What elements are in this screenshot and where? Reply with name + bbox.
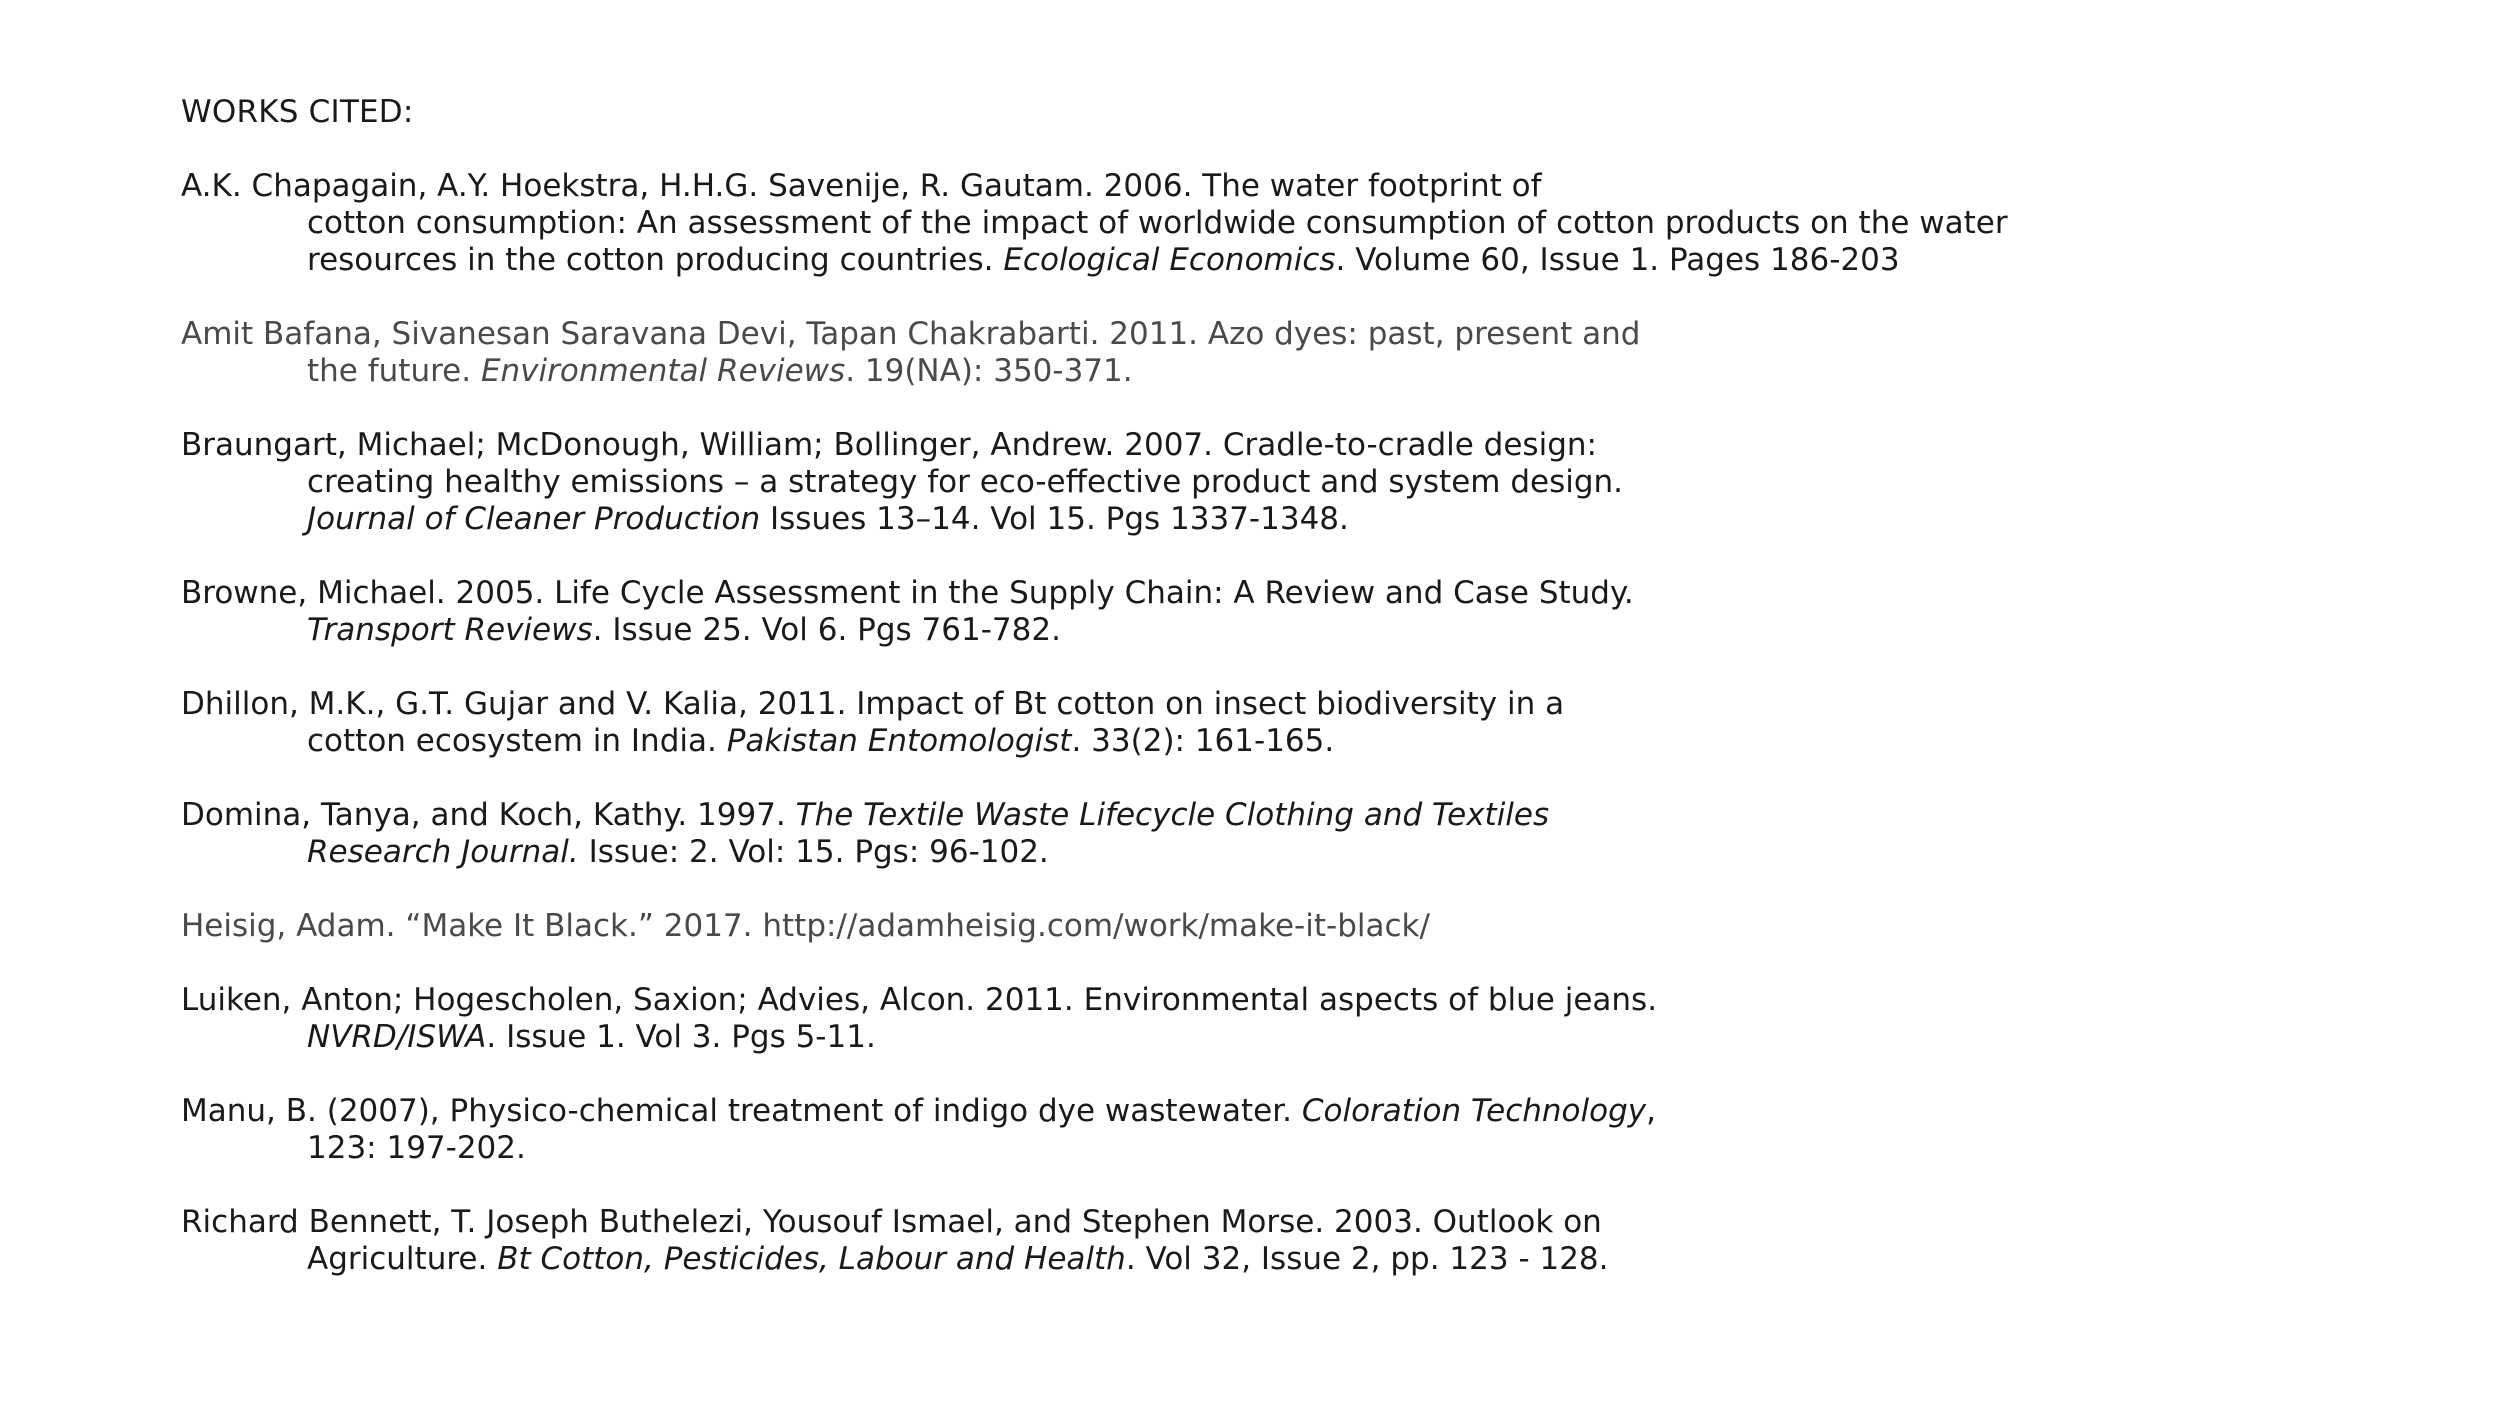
citation-line xyxy=(181,612,2381,649)
citation-text: Manu, B. (2007), Physico-chemical treatment of indigo dye wastewater. xyxy=(181,1093,1302,1129)
citation-line: Braungart, Michael; McDonough, William; Bollinger, Andrew. 2007. Cradle-to-cradle design: xyxy=(181,427,1597,463)
citation-line: Browne, Michael. 2005. Life Cycle Assessment in the Supply Chain: A Review and Case Study. xyxy=(181,575,1634,611)
citation-bennett xyxy=(181,1204,2381,1278)
citation-text: . Issue 25. Vol 6. Pgs 761-782. xyxy=(592,612,1061,648)
citation-text: Agriculture. xyxy=(307,1241,498,1277)
citation-text: . 33(2): 161-165. xyxy=(1071,723,1335,759)
journal-title: Research Journal. xyxy=(307,834,579,870)
citation-line: Richard Bennett, T. Joseph Buthelezi, Yousouf Ismael, and Stephen Morse. 2003. Outlook on xyxy=(181,1204,1602,1240)
citation-line: A.K. Chapagain, A.Y. Hoekstra, H.H.G. Savenije, R. Gautam. 2006. The water footprint of xyxy=(181,168,1542,204)
citation-line: Heisig, Adam. “Make It Black.” 2017. http://adamheisig.com/work/make-it-black/ xyxy=(181,908,1430,944)
citation-text: . Issue 1. Vol 3. Pgs 5-11. xyxy=(486,1019,876,1055)
citation-line xyxy=(181,1019,2381,1056)
works-cited-section xyxy=(181,94,2381,1315)
citation-line: cotton consumption: An assessment of the impact of worldwide consumption of cotton products on the water xyxy=(307,205,2008,241)
citation-text: . Vol 32, Issue 2, pp. 123 - 128. xyxy=(1125,1241,1609,1277)
citation-line xyxy=(181,723,2381,760)
journal-title: Ecological Economics xyxy=(1003,242,1336,278)
citation-braungart xyxy=(181,427,2381,538)
citation-manu xyxy=(181,1093,2381,1167)
citation-line: creating healthy emissions – a strategy for eco-effective product and system design. xyxy=(307,464,1624,500)
citation-text: . Volume 60, Issue 1. Pages 186-203 xyxy=(1335,242,1900,278)
page-title: WORKS CITED: xyxy=(181,94,414,130)
journal-title: Coloration Technology xyxy=(1301,1093,1647,1129)
citation-line xyxy=(181,834,2381,871)
journal-title: The Textile Waste Lifecycle Clothing and Textiles xyxy=(795,797,1550,833)
citation-text: Issue: 2. Vol: 15. Pgs: 96-102. xyxy=(578,834,1049,870)
citation-line xyxy=(181,242,2381,279)
citation-luiken xyxy=(181,982,2381,1056)
citation-line: Luiken, Anton; Hogescholen, Saxion; Advies, Alcon. 2011. Environmental aspects of blue jeans. xyxy=(181,982,1658,1018)
citation-domina xyxy=(181,797,2381,871)
citation-line xyxy=(181,1241,2381,1278)
citation-text: cotton ecosystem in India. xyxy=(307,723,727,759)
citation-line xyxy=(181,1093,2381,1130)
journal-title: Transport Reviews xyxy=(307,612,593,648)
citation-heisig xyxy=(181,908,2381,945)
citation-line: Dhillon, M.K., G.T. Gujar and V. Kalia, 2011. Impact of Bt cotton on insect biodiversity in a xyxy=(181,686,1565,722)
citation-text: . 19(NA): 350-371. xyxy=(845,353,1133,389)
citation-text: resources in the cotton producing countries. xyxy=(307,242,1004,278)
citation-line: 123: 197-202. xyxy=(307,1130,526,1166)
citation-chapagain xyxy=(181,168,2381,279)
citation-bafana xyxy=(181,316,2381,390)
citation-text: Issues 13–14. Vol 15. Pgs 1337-1348. xyxy=(760,501,1349,537)
citation-text: Domina, Tanya, and Koch, Kathy. 1997. xyxy=(181,797,796,833)
citation-line: Amit Bafana, Sivanesan Saravana Devi, Tapan Chakrabarti. 2011. Azo dyes: past, present and xyxy=(181,316,1641,352)
journal-title: Bt Cotton, Pesticides, Labour and Health xyxy=(497,1241,1126,1277)
citation-line xyxy=(181,501,2381,538)
citation-text: , xyxy=(1646,1093,1656,1129)
journal-title: Journal of Cleaner Production xyxy=(307,501,761,537)
citation-line xyxy=(181,797,2381,834)
journal-title: Environmental Reviews xyxy=(480,353,846,389)
citation-line xyxy=(181,353,2381,390)
citation-dhillon xyxy=(181,686,2381,760)
citation-browne xyxy=(181,575,2381,649)
citation-text: the future. xyxy=(307,353,481,389)
journal-title: NVRD/ISWA xyxy=(307,1019,487,1055)
journal-title: Pakistan Entomologist xyxy=(726,723,1072,759)
